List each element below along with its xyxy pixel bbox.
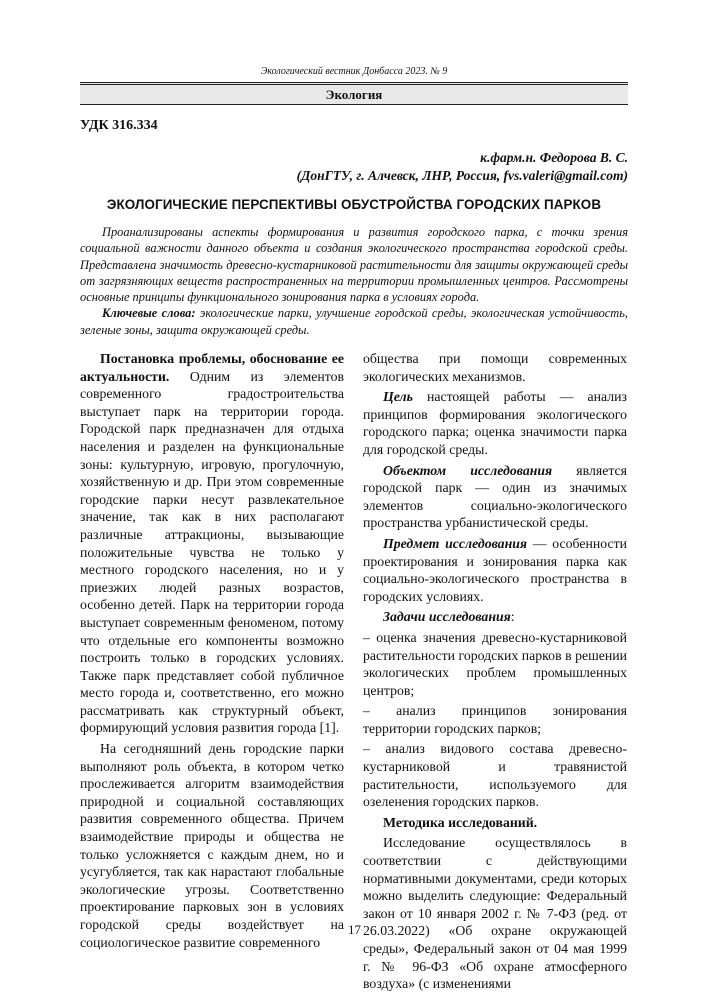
problem-text: Одним из элементов современного градостроительства выступает парк на территории города. Городской парк предназначен для отдыха населения и разделен на функциональные зоны: культурную, игровую, прогулочную, хозяйственную и др. При этом современные городские парки несут развлекательное значение, так как в них располагают различные аттракционы, вызывающие положительные чувства не только у местного городского населения, но и у приезжих людей разных возрастов, особенно детей. Парк на территории города выступает современным феноменом, потому что отдельные его компоненты возможно построить только в городских условиях. Также парк представляет собой публичное место города и, соответственно, его можно рассматривать как структурный объект, формирующий условия развития города [1].: [80, 368, 344, 736]
author-affiliation: (ДонГТУ, г. Алчевск, ЛНР, Россия, fvs.valeri@gmail.com): [296, 168, 628, 183]
keywords: [80, 305, 628, 338]
goal-text: настоящей работы — анализ принципов формирования экологического городского парка; оценка значимости парка для городской среды.: [363, 389, 627, 457]
method-heading: [363, 814, 627, 832]
problem-heading: Постановка проблемы, обоснование ее актуальности.: [80, 351, 344, 384]
task-item: – оценка значения древесно-кустарниковой растительности городских парков в решении экологических проблем промышленных центров;: [363, 629, 627, 698]
left-column: [80, 350, 344, 954]
tasks-colon: :: [510, 609, 515, 625]
journal-header: Экологический вестник Донбасса 2023. № 9: [260, 66, 448, 77]
tasks-label: Задачи исследования: [383, 609, 511, 625]
paragraph-subject: [363, 535, 627, 605]
paragraph-today: На сегодняшний день городские парки выполняют роль объекта, в котором четко прослеживается алгоритм взаимодействия природной и социальной составляющих развития современного общества. Причем взаимодействие природы и общества не только усложняется с каждым днем, но и усугубляется, так как нарастают глобальные экологические угрозы. Соответственно проектирование парковых зон в условиях городской среды воздействует на социологическое развитие современного: [80, 741, 344, 950]
section-heading: Экология: [80, 82, 628, 105]
abstract-text: Проанализированы аспекты формирования и развития городского парка, с точки зрения социальной важности данного объекта и создания экологического пространства городской среды. Представлена значимость древесно-кустарниковой растительности для защиты окружающей среды от загрязняющих веществ распространенных на территории промышленных центров. Рассмотрены основные принципы функционального зонирования парка в условиях города.: [80, 225, 628, 305]
udc-code: УДК 316.334: [80, 118, 158, 133]
paragraph-problem: [80, 350, 344, 737]
object-text: является городской парк — один из значимых элементов социально-экологического пространства урбанистической среды.: [363, 462, 627, 531]
paragraph-goal: [363, 388, 627, 458]
paragraph-continuation: общества при помощи современных экологических механизмов.: [363, 351, 627, 384]
keywords-label: Ключевые слова:: [102, 306, 196, 321]
author-block: [297, 149, 628, 185]
paragraph-tasks: [363, 608, 627, 626]
author-name: к.фарм.н. Федорова В. С.: [480, 150, 628, 165]
page-number: 17: [348, 922, 361, 937]
subject-text: — особенности проектирования и зонирования парка как социально-экологического пространства в городских условиях.: [363, 535, 627, 604]
goal-label: Цель: [383, 389, 413, 405]
keywords-text: экологические парки, улучшение городской среды, экологическая устойчивость, зеленые зоны, защита окружающей среды.: [80, 306, 628, 337]
method-heading-text: Методика исследований.: [383, 814, 538, 830]
subject-label: Предмет исследования: [383, 535, 528, 551]
article-title: ЭКОЛОГИЧЕСКИЕ ПЕРСПЕКТИВЫ ОБУСТРОЙСТВА ГОРОДСКИХ ПАРКОВ: [106, 197, 602, 212]
task-item: – анализ видового состава древесно-кустарниковой и травянистой растительности, используемого для озеленения городских парков.: [363, 741, 627, 810]
task-item: – анализ принципов зонирования территории городских парков;: [363, 703, 627, 736]
abstract: [80, 224, 628, 338]
right-column: [363, 350, 627, 996]
object-label: Объектом исследования: [383, 462, 553, 478]
paragraph-object: [363, 462, 627, 532]
paragraph-method: Исследование осуществлялось в соответствии с действующими нормативными документами, среди которых можно выделить следующие: Федеральный закон от 10 января 2002 г. № 7-ФЗ (ред. от 26.03.2022) «Об охране окружающей среды», Федеральный закон от 04 мая 1999 г. № 96-ФЗ «Об охране атмосферного воздуха» (с изменениями: [363, 835, 627, 992]
